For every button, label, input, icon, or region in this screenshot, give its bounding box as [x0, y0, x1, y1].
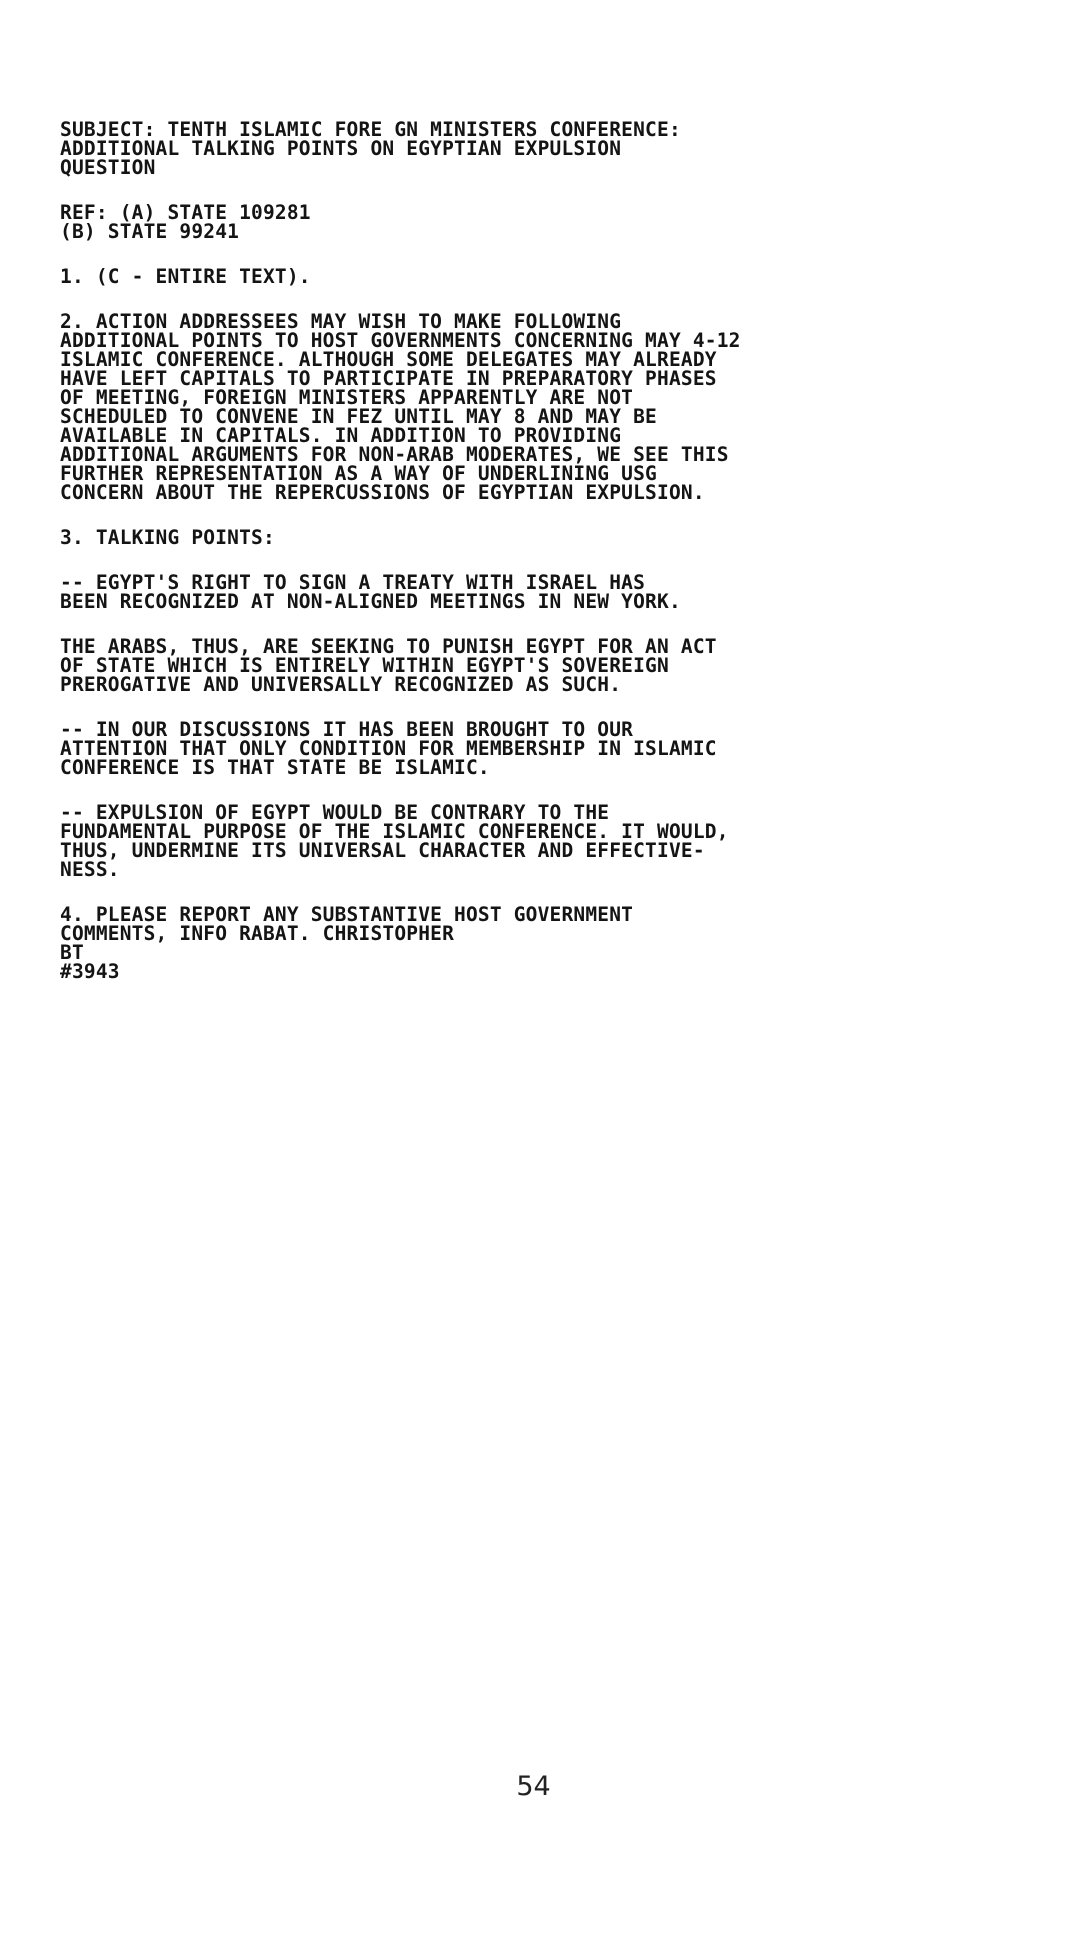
paragraph-line: THUS, UNDERMINE ITS UNIVERSAL CHARACTER AND EFFECTIVE- [60, 839, 705, 862]
cable-text [60, 120, 1020, 981]
paragraph-2 [60, 312, 1020, 502]
paragraph-line: 3. TALKING POINTS: [60, 526, 275, 549]
paragraph-line: ATTENTION THAT ONLY CONDITION FOR MEMBERSHIP IN ISLAMIC [60, 737, 717, 760]
reference-block [60, 203, 1020, 241]
subject-block [60, 120, 1020, 177]
paragraph-3 [60, 528, 1020, 547]
paragraph-line: FUNDAMENTAL PURPOSE OF THE ISLAMIC CONFERENCE. IT WOULD, [60, 820, 729, 843]
message-number: #3943 [60, 960, 120, 983]
break-marker: BT [60, 941, 84, 964]
paragraph-line: PREROGATIVE AND UNIVERSALLY RECOGNIZED AS SUCH. [60, 673, 622, 696]
paragraph-line: CONCERN ABOUT THE REPERCUSSIONS OF EGYPTIAN EXPULSION. [60, 481, 705, 504]
paragraph-line: OF STATE WHICH IS ENTIRELY WITHIN EGYPT'S SOVEREIGN [60, 654, 669, 677]
paragraph-line: 4. PLEASE REPORT ANY SUBSTANTIVE HOST GOVERNMENT [60, 903, 634, 926]
paragraph-4 [60, 905, 1020, 981]
paragraph-line: ADDITIONAL ARGUMENTS FOR NON-ARAB MODERATES, WE SEE THIS [60, 443, 729, 466]
talking-point-3 [60, 803, 1020, 879]
subject-line: SUBJECT: TENTH ISLAMIC FORE GN MINISTERS CONFERENCE: [60, 118, 681, 141]
paragraph-line: CONFERENCE IS THAT STATE BE ISLAMIC. [60, 756, 490, 779]
paragraph-line: -- EXPULSION OF EGYPT WOULD BE CONTRARY TO THE [60, 801, 610, 824]
paragraph-line: -- IN OUR DISCUSSIONS IT HAS BEEN BROUGHT TO OUR [60, 718, 634, 741]
page-number: 54 [516, 1771, 551, 1802]
paragraph-line: OF MEETING, FOREIGN MINISTERS APPARENTLY ARE NOT [60, 386, 634, 409]
talking-point-1-continued [60, 637, 1020, 694]
reference-line: REF: (A) STATE 109281 [60, 201, 311, 224]
paragraph-line: -- EGYPT'S RIGHT TO SIGN A TREATY WITH ISRAEL HAS [60, 571, 646, 594]
talking-point-2 [60, 720, 1020, 777]
paragraph-line: 1. (C - ENTIRE TEXT). [60, 265, 311, 288]
paragraph-line: NESS. [60, 858, 120, 881]
paragraph-line: SCHEDULED TO CONVENE IN FEZ UNTIL MAY 8 AND MAY BE [60, 405, 657, 428]
talking-point-1 [60, 573, 1020, 611]
paragraph-line: HAVE LEFT CAPITALS TO PARTICIPATE IN PREPARATORY PHASES [60, 367, 717, 390]
paragraph-line: COMMENTS, INFO RABAT. CHRISTOPHER [60, 922, 455, 945]
reference-line: (B) STATE 99241 [60, 220, 240, 243]
paragraph-line: ADDITIONAL POINTS TO HOST GOVERNMENTS CONCERNING MAY 4-12 [60, 329, 741, 352]
paragraph-line: BEEN RECOGNIZED AT NON-ALIGNED MEETINGS IN NEW YORK. [60, 590, 681, 613]
paragraph-line: ISLAMIC CONFERENCE. ALTHOUGH SOME DELEGATES MAY ALREADY [60, 348, 717, 371]
paragraph-line: 2. ACTION ADDRESSEES MAY WISH TO MAKE FOLLOWING [60, 310, 622, 333]
paragraph-line: FURTHER REPRESENTATION AS A WAY OF UNDERLINING USG [60, 462, 657, 485]
paragraph-line: THE ARABS, THUS, ARE SEEKING TO PUNISH EGYPT FOR AN ACT [60, 635, 717, 658]
subject-line: QUESTION [60, 156, 156, 179]
subject-line: ADDITIONAL TALKING POINTS ON EGYPTIAN EXPULSION [60, 137, 622, 160]
paragraph-1 [60, 267, 1020, 286]
paragraph-line: AVAILABLE IN CAPITALS. IN ADDITION TO PROVIDING [60, 424, 622, 447]
